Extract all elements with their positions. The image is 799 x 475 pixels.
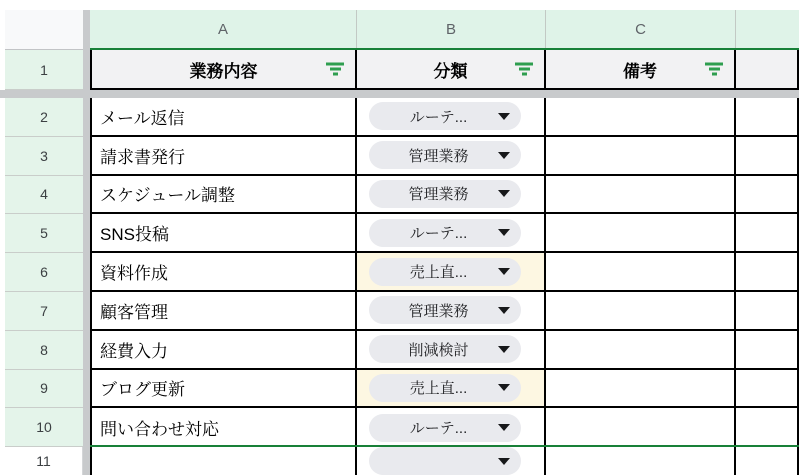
row-number-gutter: [5, 50, 83, 475]
header-cell-note[interactable]: [546, 50, 736, 90]
task-cell[interactable]: [90, 447, 357, 475]
note-cell[interactable]: [546, 331, 736, 370]
frozen-row-divider[interactable]: [0, 90, 799, 98]
header-cell-category[interactable]: [357, 50, 546, 90]
empty-cell[interactable]: [736, 98, 799, 137]
header-row: [90, 50, 799, 90]
row-number: 7: [40, 302, 48, 319]
row-header-1[interactable]: [5, 50, 83, 90]
chip-label: 削減検討: [408, 341, 469, 359]
task-text: メール返信: [100, 108, 185, 128]
row-header-4[interactable]: [5, 176, 83, 215]
dropdown-arrow-icon: [498, 424, 510, 431]
column-header-b[interactable]: [357, 10, 546, 50]
task-text: 経費入力: [100, 341, 168, 361]
task-text: スケジュール調整: [100, 186, 235, 206]
row-number: 3: [40, 147, 48, 164]
column-header-d[interactable]: [736, 10, 799, 50]
header-label: 備考: [623, 61, 657, 81]
empty-cell[interactable]: [736, 370, 799, 409]
note-cell[interactable]: [546, 214, 736, 253]
row-number: 8: [40, 341, 48, 358]
filter-icon[interactable]: [325, 63, 345, 76]
table-row: [90, 137, 799, 176]
row-number: 11: [36, 453, 51, 470]
category-dropdown-chip[interactable]: [369, 258, 521, 286]
row-number: 4: [40, 186, 48, 203]
header-cell-d[interactable]: [736, 50, 799, 90]
frozen-pane-vertical-strip[interactable]: [83, 10, 90, 475]
note-cell[interactable]: [546, 176, 736, 215]
dropdown-arrow-icon: [498, 190, 510, 197]
header-label: 業務内容: [189, 61, 258, 81]
table-row: [90, 253, 799, 292]
task-cell[interactable]: [90, 408, 357, 447]
filter-icon[interactable]: [704, 63, 724, 76]
task-cell[interactable]: [90, 331, 357, 370]
note-cell[interactable]: [546, 370, 736, 409]
empty-cell[interactable]: [736, 214, 799, 253]
task-text: 請求書発行: [100, 147, 185, 167]
row-header-5[interactable]: [5, 214, 83, 253]
row-number: 10: [36, 419, 52, 436]
filter-icon[interactable]: [514, 63, 534, 76]
row-header-11[interactable]: [5, 447, 83, 475]
column-header-a[interactable]: [90, 10, 357, 50]
note-cell[interactable]: [546, 292, 736, 331]
category-dropdown-chip[interactable]: [369, 102, 521, 130]
task-cell[interactable]: [90, 253, 357, 292]
category-cell[interactable]: [357, 176, 546, 215]
table-row: [90, 98, 799, 137]
task-cell[interactable]: [90, 370, 357, 409]
dropdown-arrow-icon: [498, 268, 510, 275]
note-cell[interactable]: [546, 98, 736, 137]
column-letter: B: [445, 21, 456, 38]
category-cell[interactable]: [357, 137, 546, 176]
category-cell[interactable]: [357, 370, 546, 409]
column-letter: A: [217, 21, 228, 38]
filter-range-top-border: [90, 48, 799, 50]
category-dropdown-chip[interactable]: [369, 447, 521, 475]
dropdown-arrow-icon: [498, 229, 510, 236]
category-dropdown-chip[interactable]: [369, 414, 521, 442]
select-all-corner[interactable]: [5, 10, 83, 50]
empty-cell[interactable]: [736, 176, 799, 215]
dropdown-arrow-icon: [498, 113, 510, 120]
note-cell[interactable]: [546, 253, 736, 292]
row-number: 6: [40, 264, 48, 281]
table-row: [90, 408, 799, 447]
category-dropdown-chip[interactable]: [369, 335, 521, 363]
task-text: 資料作成: [100, 264, 168, 284]
empty-cell[interactable]: [736, 253, 799, 292]
header-cell-task[interactable]: [90, 50, 357, 90]
row-header-10[interactable]: [5, 408, 83, 447]
row-number: 2: [40, 108, 48, 125]
row-number: 5: [40, 225, 48, 242]
table-row: [90, 370, 799, 409]
empty-cell[interactable]: [736, 331, 799, 370]
task-cell[interactable]: [90, 292, 357, 331]
category-dropdown-chip[interactable]: [369, 180, 521, 208]
table-row: [90, 292, 799, 331]
column-header-band: [90, 10, 799, 50]
cell-grid: [90, 50, 799, 475]
table-row: [90, 331, 799, 370]
note-cell[interactable]: [546, 447, 736, 475]
row-header-9[interactable]: [5, 370, 83, 409]
task-text: 問い合わせ対応: [100, 420, 219, 440]
row-header-3[interactable]: [5, 137, 83, 176]
category-cell[interactable]: [357, 292, 546, 331]
note-cell[interactable]: [546, 137, 736, 176]
category-cell[interactable]: [357, 214, 546, 253]
row-number: 1: [40, 61, 48, 78]
category-dropdown-chip[interactable]: [369, 141, 521, 169]
chip-label: ルーテ...: [409, 225, 468, 243]
category-cell[interactable]: [357, 253, 546, 292]
chip-label: 売上直...: [409, 380, 468, 398]
category-cell[interactable]: [357, 408, 546, 447]
dropdown-arrow-icon: [498, 458, 510, 465]
empty-cell[interactable]: [736, 447, 799, 475]
note-cell[interactable]: [546, 408, 736, 447]
chip-label: 管理業務: [408, 147, 469, 165]
header-label: 分類: [433, 61, 468, 81]
table-row: [90, 214, 799, 253]
task-text: ブログ更新: [100, 380, 185, 400]
row-header-8[interactable]: [5, 331, 83, 370]
category-cell[interactable]: [357, 447, 546, 475]
task-cell[interactable]: [90, 137, 357, 176]
row-header-2[interactable]: [5, 98, 83, 137]
task-cell[interactable]: [90, 98, 357, 137]
category-cell[interactable]: [357, 98, 546, 137]
category-dropdown-chip[interactable]: [369, 374, 521, 402]
category-dropdown-chip[interactable]: [369, 296, 521, 324]
dropdown-arrow-icon: [498, 346, 510, 353]
table-row: [90, 176, 799, 215]
chip-label: ルーテ...: [409, 420, 468, 438]
task-cell[interactable]: [90, 176, 357, 215]
task-cell[interactable]: [90, 214, 357, 253]
chip-label: ルーテ...: [409, 108, 468, 126]
table-row: [90, 447, 799, 475]
category-cell[interactable]: [357, 331, 546, 370]
dropdown-arrow-icon: [498, 152, 510, 159]
dropdown-arrow-icon: [498, 307, 510, 314]
task-text: SNS投稿: [100, 225, 169, 245]
empty-cell[interactable]: [736, 137, 799, 176]
column-letter: C: [635, 21, 646, 38]
dropdown-arrow-icon: [498, 384, 510, 391]
chip-label: 管理業務: [408, 186, 469, 204]
row-number: 9: [40, 380, 48, 397]
empty-cell[interactable]: [736, 408, 799, 447]
column-header-c[interactable]: [546, 10, 736, 50]
chip-label: 売上直...: [409, 264, 468, 282]
filter-range-bottom-border: [90, 445, 799, 447]
chip-label: 管理業務: [408, 302, 469, 320]
task-text: 顧客管理: [100, 302, 168, 322]
empty-cell[interactable]: [736, 292, 799, 331]
row-header-7[interactable]: [5, 292, 83, 331]
row-header-6[interactable]: [5, 253, 83, 292]
category-dropdown-chip[interactable]: [369, 219, 521, 247]
